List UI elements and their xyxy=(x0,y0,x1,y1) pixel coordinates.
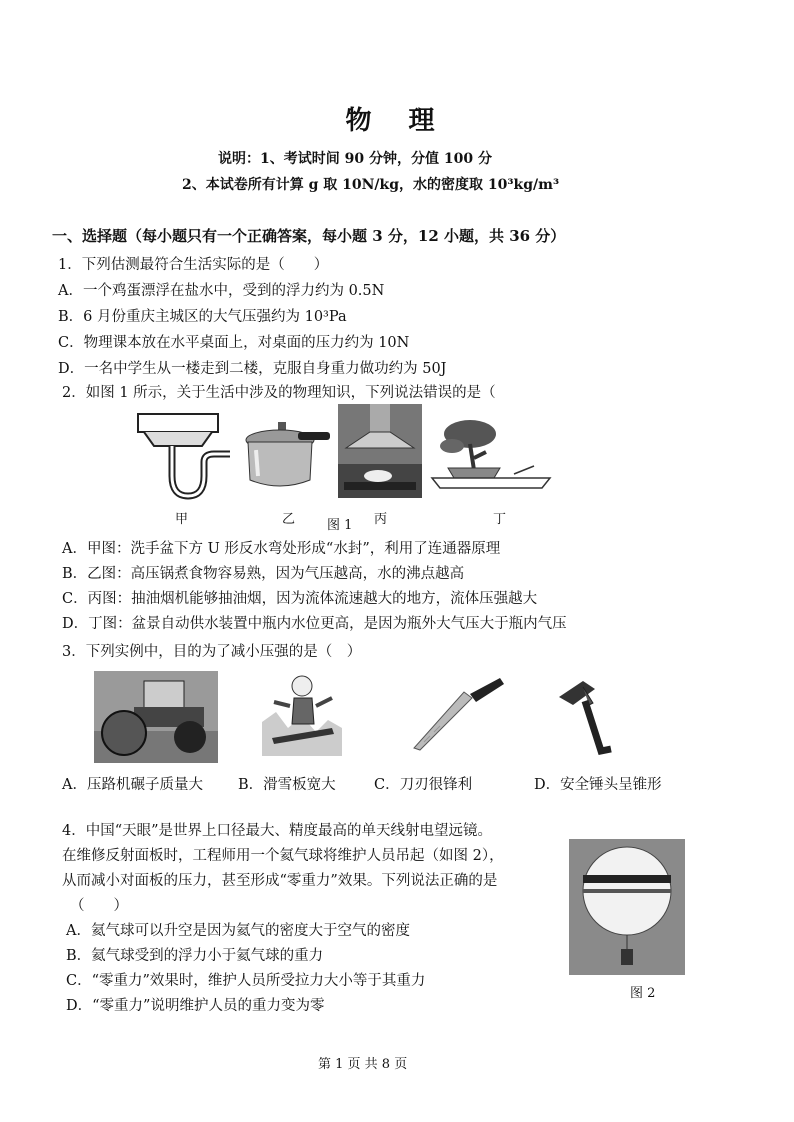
q3-option-b: B．滑雪板宽大 xyxy=(238,777,336,793)
q2-option-d: D．丁图：盆景自动供水装置中瓶内水位更高，是因为瓶外大气压大于瓶内气压 xyxy=(62,616,567,632)
q4-option-b: B．氦气球受到的浮力小于氦气球的重力 xyxy=(66,948,324,964)
q3-option-d: D．安全锤头呈锥形 xyxy=(534,777,662,793)
bonsai-figure xyxy=(430,412,552,490)
figure1-caption: 图 1 xyxy=(327,518,353,533)
figure1-label-jia: 甲 xyxy=(175,512,189,527)
range-hood-figure xyxy=(338,404,422,498)
q2-option-a: A．甲图：洗手盆下方 U 形反水弯处形成“水封”，利用了连通器原理 xyxy=(62,541,501,557)
q1-option-a: A．一个鸡蛋漂浮在盐水中，受到的浮力约为 0.5N xyxy=(58,283,385,299)
exam-note-2: 2、本试卷所有计算 g 取 10N/kg，水的密度取 10³kg/m³ xyxy=(182,177,560,193)
q4-option-d: D．“零重力”说明维护人员的重力变为零 xyxy=(66,998,325,1014)
q2-option-c: C．丙图：抽油烟机能够抽油烟，因为流体流速越大的地方，流体压强越大 xyxy=(62,591,538,607)
q3-stem: 3．下列实例中，目的为了减小压强的是（ ） xyxy=(62,644,362,660)
section-heading: 一、选择题（每小题只有一个正确答案，每小题 3 分，12 小题，共 36 分） xyxy=(52,227,566,245)
q3-option-c: C．刀刃很锋利 xyxy=(374,777,473,793)
page-footer: 第 1 页 共 8 页 xyxy=(318,1057,408,1072)
q4-option-c: C．“零重力”效果时，维护人员所受拉力大小等于其重力 xyxy=(66,973,426,989)
road-roller-figure xyxy=(94,671,218,763)
sink-trap-figure xyxy=(134,410,234,500)
figure1-label-bing: 丙 xyxy=(374,512,388,527)
q4-stem-line-1: 4．中国“天眼”是世界上口径最大、精度最高的单天线射电望远镜。 xyxy=(62,823,493,839)
q1-option-b: B．6 月份重庆主城区的大气压强约为 10³Pa xyxy=(58,309,347,325)
safety-hammer-figure xyxy=(553,675,625,761)
q1-stem: 1．下列估测最符合生活实际的是（ ） xyxy=(58,257,329,273)
q1-option-c: C．物理课本放在水平桌面上，对桌面的压力约为 10N xyxy=(58,335,410,351)
knife-figure xyxy=(410,676,506,756)
q1-option-d: D．一名中学生从一楼走到二楼，克服自身重力做功约为 50J xyxy=(58,361,447,377)
figure1-label-yi: 乙 xyxy=(282,512,296,527)
pressure-cooker-figure xyxy=(240,420,332,492)
q2-option-b: B．乙图：高压锅煮食物容易熟，因为气压越高，水的沸点越高 xyxy=(62,566,465,582)
snowboard-figure xyxy=(262,672,342,756)
exam-note-1: 说明：1、考试时间 90 分钟，分值 100 分 xyxy=(218,151,492,167)
q4-option-a: A．氦气球可以升空是因为氦气的密度大于空气的密度 xyxy=(66,923,410,939)
q4-stem-line-4: （ ） xyxy=(70,898,128,914)
q4-stem-line-3: 从而减小对面板的压力，甚至形成“零重力”效果。下列说法正确的是 xyxy=(62,873,498,889)
q2-stem: 2．如图 1 所示，关于生活中涉及的物理知识，下列说法错误的是（ xyxy=(62,385,496,401)
figure2-caption: 图 2 xyxy=(630,986,656,1001)
helium-balloon-figure xyxy=(569,839,685,975)
q3-option-a: A．压路机碾子质量大 xyxy=(62,777,203,793)
page-title: 物 理 xyxy=(345,106,449,136)
q4-stem-line-2: 在维修反射面板时，工程师用一个氦气球将维护人员吊起（如图 2）， xyxy=(62,848,504,864)
figure1-label-ding: 丁 xyxy=(493,512,507,527)
